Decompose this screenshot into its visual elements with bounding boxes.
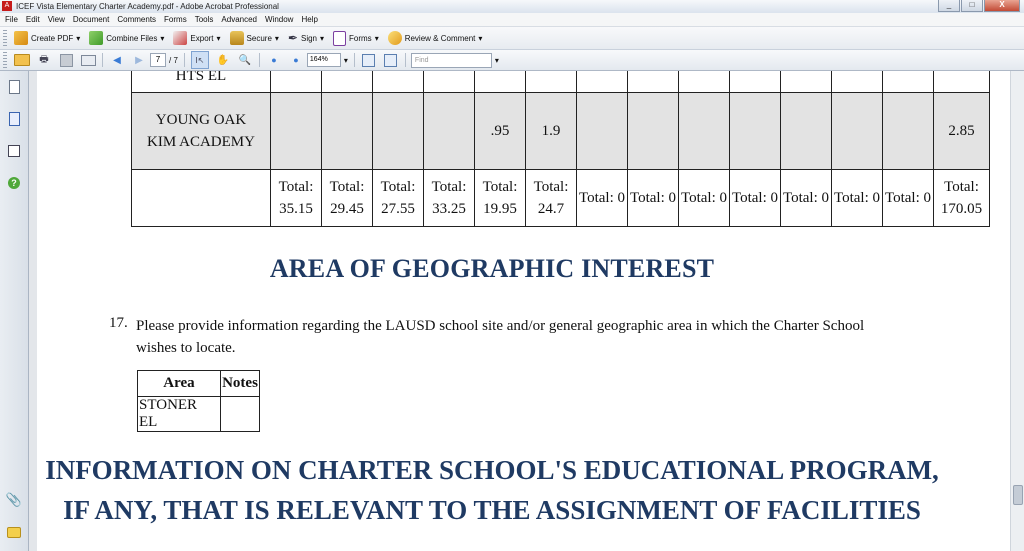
pages-icon[interactable] [7,80,21,94]
total-cell: Total: 0 [781,170,832,227]
chevron-down-icon: ▾ [76,33,81,43]
fit-width-icon[interactable] [361,52,377,68]
section-heading-geographic-interest: AREA OF GEOGRAPHIC INTEREST [269,254,715,283]
table-cell [322,93,373,170]
table-cell [628,71,679,93]
total-cell: Total: 24.7 [526,170,577,227]
chevron-down-icon: ▾ [216,33,221,43]
review-comment-button[interactable]: Review & Comment ▾ [385,29,486,47]
question-text: Please provide information regarding the LAUSD school site and/or general geographic area in which the Charter School wishes to locate. [136,318,865,356]
table-cell [424,71,475,93]
table-cell [132,170,271,227]
table-cell [679,93,730,170]
table-header-row [138,371,260,397]
page-count: / 7 [169,55,178,65]
pen-icon: ✒ [287,31,298,45]
table-row [132,93,990,170]
vertical-scrollbar[interactable] [1010,71,1024,551]
help-icon[interactable]: ? [7,176,21,190]
zoom-in-icon[interactable]: ● [293,55,299,65]
table-cell [730,71,781,93]
total-cell: Total: 170.05 [934,170,990,227]
totals-row [132,170,990,227]
section-heading-educational-program: INFORMATION ON CHARTER SCHOOL'S EDUCATIONAL PROGRAM, IF ANY, THAT IS RELEVANT TO THE ASSIGNMENT OF FACILITIES [45,455,939,525]
next-page-icon[interactable]: ▶ [135,54,143,66]
zoom-level-input[interactable]: 164% [307,53,341,67]
question-number: 17. [109,315,128,331]
area-cell: STONER EL [138,397,221,432]
table-cell [271,71,322,93]
total-cell: Total: 35.15 [271,170,322,227]
table-cell [934,71,990,93]
menu-forms[interactable]: Forms [164,15,187,24]
total-cell: Total: 33.25 [424,170,475,227]
total-cell: Total: 0 [679,170,730,227]
separator [102,53,103,67]
print-icon[interactable]: 🖶 [39,53,49,65]
table-cell [730,93,781,170]
create-pdf-icon [14,31,28,45]
chevron-down-icon: ▾ [320,33,325,43]
comments-icon[interactable] [7,525,21,539]
table-cell [373,93,424,170]
total-cell: Total: 0 [628,170,679,227]
find-input[interactable]: Find [411,53,492,68]
table-cell [883,71,934,93]
column-header-area: Area [138,371,221,397]
email-icon[interactable] [80,52,96,68]
chevron-down-icon: ▾ [160,33,165,43]
separator [184,53,185,67]
document-page [37,71,1010,551]
facility-allocation-table [131,71,990,227]
navigation-toolbar [0,50,1024,71]
sign-button[interactable]: ✒ Sign ▾ [287,31,325,45]
zoom-dropdown-icon[interactable]: ▾ [343,55,348,65]
hand-tool-icon[interactable]: ✋ [216,54,230,66]
zoom-out-icon[interactable]: ● [271,55,277,65]
toolbar-grip[interactable] [3,30,7,46]
table-cell [475,71,526,93]
minimize-button[interactable]: _ [938,0,960,12]
chevron-down-icon: ▾ [274,33,279,43]
separator [405,53,406,67]
create-pdf-button[interactable]: Create PDF ▾ [11,29,83,47]
total-cell: Total: 0 [832,170,883,227]
forms-icon [333,31,346,46]
scrollbar-thumb[interactable] [1013,485,1023,505]
combine-files-icon [89,31,103,45]
table-cell [373,71,424,93]
menu-edit[interactable]: Edit [25,15,40,24]
menu-window[interactable]: Window [265,15,294,24]
table-cell [679,71,730,93]
panel-gutter [29,71,37,551]
close-button[interactable]: X [984,0,1020,12]
window-controls [938,0,1020,12]
combine-files-button[interactable]: Combine Files ▾ [86,29,167,47]
notes-cell [221,397,260,432]
table-cell [577,93,628,170]
export-button[interactable]: Export ▾ [170,29,223,47]
table-cell: HTS EL [132,71,271,93]
fit-page-icon[interactable] [383,52,399,68]
table-row [138,397,260,432]
table-cell [322,71,373,93]
acrobat-app-icon[interactable]: A [2,1,12,11]
table-cell [781,93,832,170]
separator [259,53,260,67]
menu-comments[interactable]: Comments [117,15,157,24]
table-cell [424,93,475,170]
table-cell [271,93,322,170]
lock-icon [230,31,244,45]
title-bar [0,0,1024,14]
table-cell [781,71,832,93]
select-tool-icon[interactable]: I↖ [191,51,209,69]
table-cell: 2.85 [934,93,990,170]
chevron-down-icon: ▾ [374,33,379,43]
menu-advanced[interactable]: Advanced [221,15,257,24]
attachments-icon[interactable]: 📎 [5,492,23,507]
zoom-tool-icon[interactable]: 🔍 [238,54,252,66]
table-row [132,71,990,93]
table-cell [832,93,883,170]
save-icon[interactable] [58,52,74,68]
table-cell: 1.9 [526,93,577,170]
tasks-toolbar [0,27,1024,50]
bookmarks-icon[interactable] [7,112,21,126]
separator [354,53,355,67]
open-folder-icon[interactable] [14,52,30,68]
find-dropdown-icon[interactable]: ▾ [494,55,499,65]
total-cell: Total: 0 [577,170,628,227]
export-icon [173,31,187,45]
review-comment-icon [388,31,402,45]
toolbar-grip[interactable] [3,52,7,68]
column-header-notes: Notes [221,371,260,397]
table-cell: .95 [475,93,526,170]
menu-help[interactable]: Help [301,15,318,24]
signatures-icon[interactable] [7,144,21,158]
chevron-down-icon: ▾ [478,33,483,43]
table-cell [628,93,679,170]
secure-button[interactable]: Secure ▾ [227,29,282,47]
menu-view[interactable]: View [47,15,65,24]
total-cell: Total: 19.95 [475,170,526,227]
maximize-button[interactable]: □ [961,0,983,12]
area-table [137,370,260,432]
school-name-cell: YOUNG OAK KIM ACADEMY [132,93,271,170]
menu-file[interactable]: File [5,15,18,24]
table-cell [883,93,934,170]
menu-document[interactable]: Document [72,15,110,24]
total-cell: Total: 0 [730,170,781,227]
navigation-panel [0,71,29,551]
window-title: ICEF Vista Elementary Charter Academy.pdf - Adobe Acrobat Professional [16,2,279,11]
total-cell: Total: 27.55 [373,170,424,227]
menu-tools[interactable]: Tools [194,15,214,24]
table-cell [526,71,577,93]
table-cell [832,71,883,93]
table-cell [577,71,628,93]
previous-page-icon[interactable]: ◀ [113,54,121,66]
total-cell: Total: 0 [883,170,934,227]
forms-button[interactable]: Forms ▾ [330,29,382,47]
page-number-input[interactable]: 7 [150,53,166,67]
total-cell: Total: 29.45 [322,170,373,227]
menu-bar [0,13,1024,27]
